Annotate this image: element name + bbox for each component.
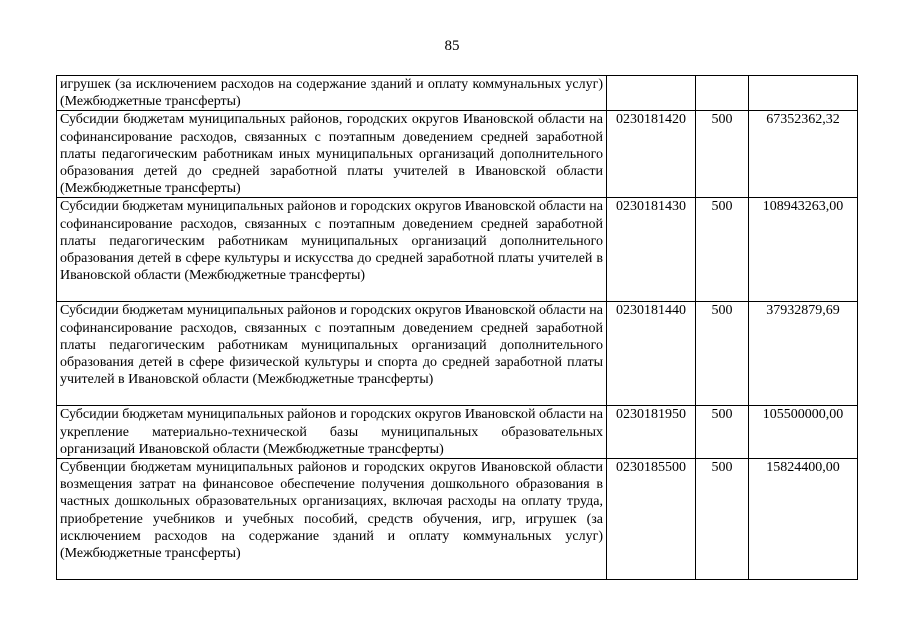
target-code-cell: 0230181440 — [607, 302, 696, 406]
table-row — [57, 459, 858, 580]
expense-name-cell: Субвенции бюджетам муниципальных районов и городских округов Ивановской области возмещения затрат на финансовое обеспечение получения дошкольного образования в частных дошкольных образовательных организациях, включая расходы на оплату труда, приобретение учебников и учебных пособий, средств обучения, игр, игрушек (за исключением расходов на содержание зданий и оплату коммунальных услуг) (Межбюджетные трансферты) — [57, 459, 607, 580]
table-row — [57, 406, 858, 459]
amount-cell: 15824400,00 — [749, 459, 858, 580]
budget-table — [56, 75, 858, 580]
target-code-cell: 0230181420 — [607, 111, 696, 198]
target-code-cell: 0230181430 — [607, 198, 696, 302]
target-code-cell: 0230181950 — [607, 406, 696, 459]
expense-name-cell: Субсидии бюджетам муниципальных районов и городских округов Ивановской области на софинансирование расходов, связанных с поэтапным доведением средней заработной платы педагогическим работникам муниципальных организаций дополнительного образования детей в сфере физической культуры и спорта до средней заработной платы учителей в Ивановской области (Межбюджетные трансферты) — [57, 302, 607, 406]
amount-cell: 105500000,00 — [749, 406, 858, 459]
table-row — [57, 302, 858, 406]
expense-type-cell: 500 — [696, 406, 749, 459]
table-row — [57, 111, 858, 198]
expense-type-cell: 500 — [696, 111, 749, 198]
table-row — [57, 198, 858, 302]
expense-type-cell — [696, 76, 749, 111]
expense-type-cell: 500 — [696, 198, 749, 302]
page-number: 85 — [444, 38, 460, 54]
expense-name-cell: Субсидии бюджетам муниципальных районов и городских округов Ивановской области на софинансирование расходов, связанных с поэтапным доведением средней заработной платы педагогическим работникам муниципальных организаций дополнительного образования детей в сфере культуры и искусства до средней заработной платы учителей в Ивановской области (Межбюджетные трансферты) — [57, 198, 607, 302]
target-code-cell — [607, 76, 696, 111]
expense-name-cell: Субсидии бюджетам муниципальных районов, городских округов Ивановской области на софинансирование расходов, связанных с поэтапным доведением средней заработной платы педагогическим работникам иных муниципальных организаций дополнительного образования детей до средней заработной платы учителей в Ивановской области (Межбюджетные трансферты) — [57, 111, 607, 198]
table-row — [57, 76, 858, 111]
expense-name-cell: Субсидии бюджетам муниципальных районов и городских округов Ивановской области на укрепление материально-технической базы муниципальных образовательных организаций Ивановской области (Межбюджетные трансферты) — [57, 406, 607, 459]
amount-cell — [749, 76, 858, 111]
expense-name-cell: игрушек (за исключением расходов на содержание зданий и оплату коммунальных услуг) (Межбюджетные трансферты) — [57, 76, 607, 111]
expense-type-cell: 500 — [696, 302, 749, 406]
amount-cell: 108943263,00 — [749, 198, 858, 302]
expense-type-cell: 500 — [696, 459, 749, 580]
amount-cell: 37932879,69 — [749, 302, 858, 406]
amount-cell: 67352362,32 — [749, 111, 858, 198]
target-code-cell: 0230185500 — [607, 459, 696, 580]
